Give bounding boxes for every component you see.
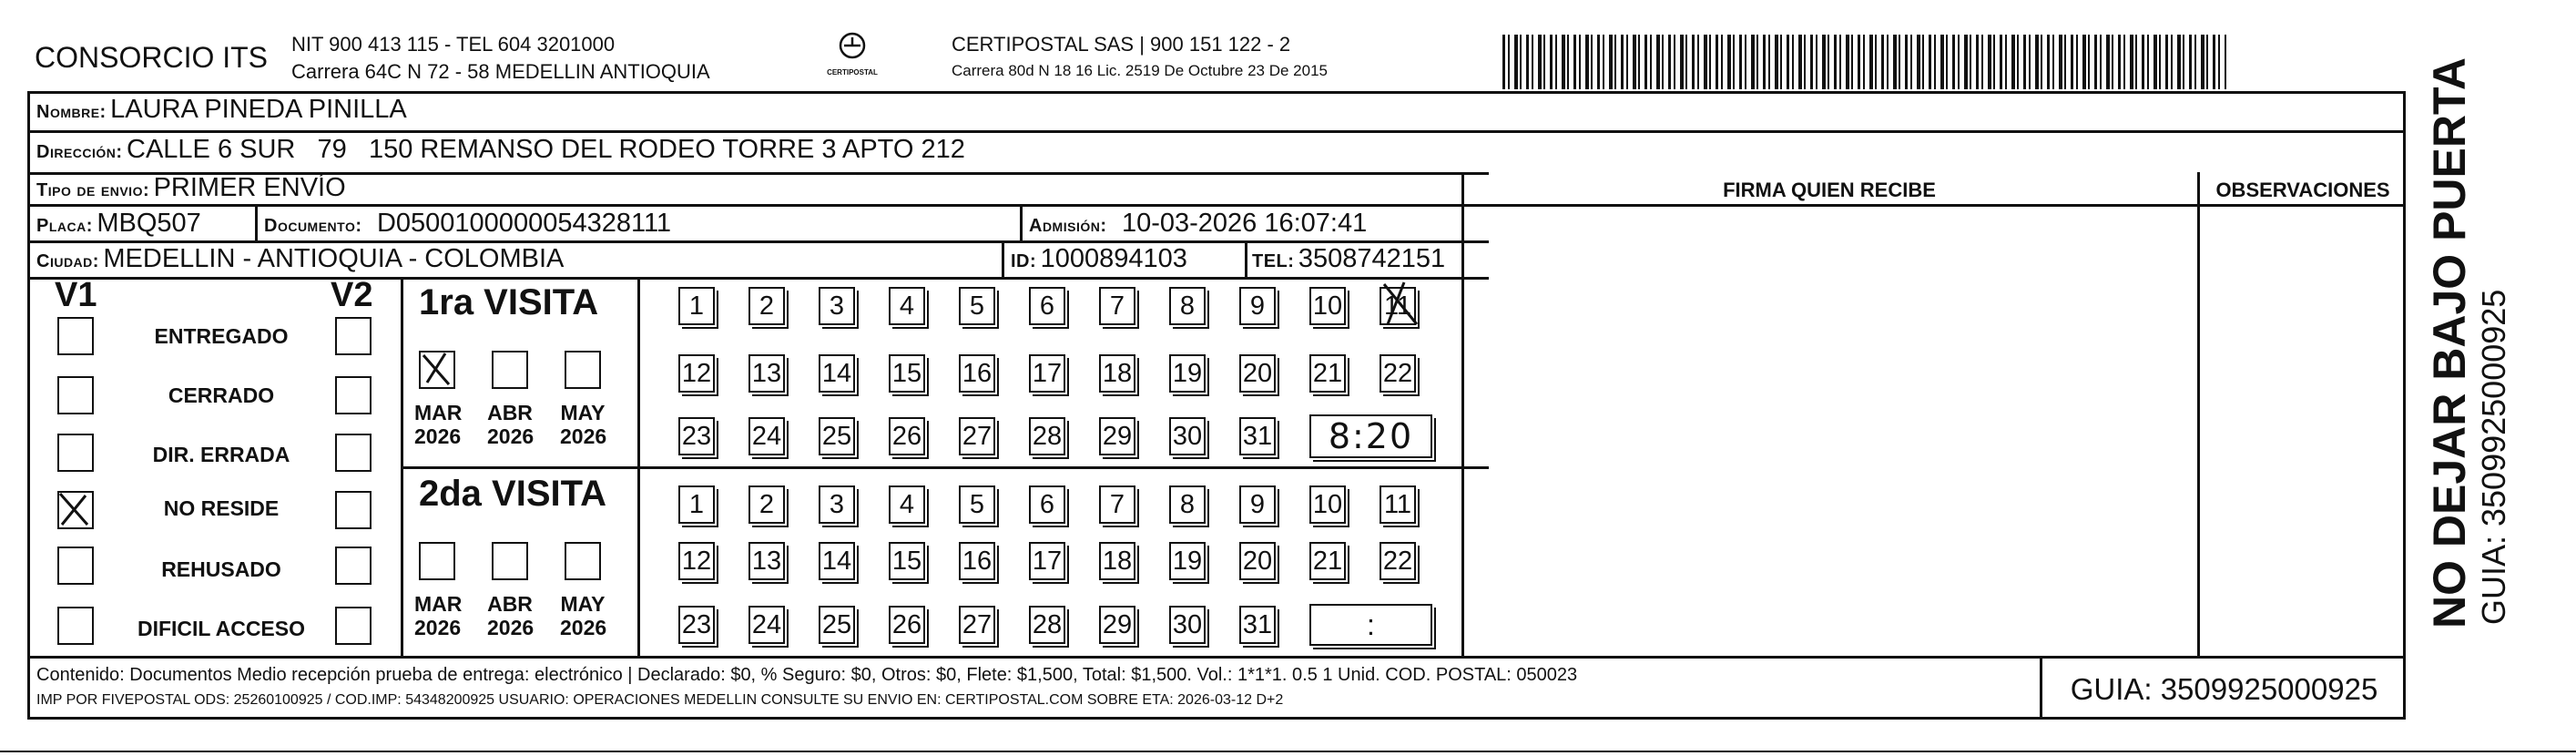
handwritten-day-mark [1377,279,1422,330]
footer-contents: Contenido: Documentos Medio recepción prueba de entrega: electrónico | Declarado: $0, % Seguro: $0, Otros: $0, Flete: $1,500, Total: $1,500. Vol.: 1*1*1. 0.5 1 Unid. COD. POSTAL: 050023 [36,665,1578,685]
direccion-row [36,135,965,165]
nombre-value: LAURA PINEDA PINILLA [110,95,407,124]
v1-no-reside-checkbox[interactable] [57,491,94,529]
reason-dificil-acceso: DIFICIL ACCESO [137,617,305,640]
courier-address: Carrera 80d N 18 16 Lic. 2519 De Octubre 23 De 2015 [952,62,1328,79]
reason-cerrado: CERRADO [168,383,275,407]
first-visit-day-12[interactable]: 12 [678,354,715,393]
firma-header: FIRMA QUIEN RECIBE [1723,179,1936,201]
v1-dificil-acceso-checkbox[interactable] [57,607,94,645]
tipo-envio-row [36,173,346,203]
first-visit-day-29[interactable]: 29 [1099,417,1135,455]
footer-print-info: IMP POR FIVEPOSTAL ODS: 25260100925 / COD.IMP: 54348200925 USUARIO: OPERACIONES MEDELLIN CONSULTE SU ENVIO EN: CERTIPOSTAL.COM SOBRE ETA: 2026-03-12 D+2 [36,692,1284,708]
second-visit-mar-checkbox[interactable] [419,542,455,580]
second-visit-day-9[interactable]: 9 [1239,485,1276,524]
v2-rehusado-checkbox[interactable] [335,547,372,585]
second-visit-day-19[interactable]: 19 [1169,542,1206,580]
first-visit-day-11[interactable]: 11 [1380,287,1416,325]
admision-label: Admisión: [1029,216,1107,236]
reason-rehusado: REHUSADO [161,557,281,581]
company-address: Carrera 64C N 72 - 58 MEDELLIN ANTIOQUIA [291,60,710,83]
ciudad-value: MEDELLIN - ANTIOQUIA - COLOMBIA [103,244,565,273]
second-visit-day-26[interactable]: 26 [889,606,925,644]
first-visit-day-16[interactable]: 16 [959,354,995,393]
observaciones-header: OBSERVACIONES [2215,179,2390,201]
id-cell [1011,244,1187,274]
second-visit-day-25[interactable]: 25 [819,606,855,644]
v1-dir-errada-checkbox[interactable] [57,434,94,472]
first-visit-day-27[interactable]: 27 [959,417,995,455]
first-visit-day-15[interactable]: 15 [889,354,925,393]
company-name: CONSORCIO ITS [35,41,269,74]
first-visit-month-may: MAY 2026 [560,401,607,448]
second-visit-day-4[interactable]: 4 [889,485,925,524]
admision-cell [1029,209,1367,239]
second-visit-day-8[interactable]: 8 [1169,485,1206,524]
ciudad-label: Ciudad: [36,251,99,271]
first-visit-title: 1ra VISITA [419,282,599,322]
v1-cerrado-checkbox[interactable] [57,376,94,414]
first-visit-day-24[interactable]: 24 [748,417,785,455]
tipo-envio-label: Tipo de envio: [36,180,150,200]
tel-label: TEL: [1252,251,1295,271]
handwritten-x-mark [418,350,454,388]
second-visit-day-31[interactable]: 31 [1239,606,1276,644]
id-value: 1000894103 [1040,244,1187,273]
v1-rehusado-checkbox[interactable] [57,547,94,585]
first-visit-day-3[interactable]: 3 [819,287,855,325]
documento-cell [264,209,671,239]
direccion-value: CALLE 6 SUR 79 150 REMANSO DEL RODEO TORRE 3 APTO 212 [127,135,965,164]
documento-label: Documento: [264,216,362,236]
second-visit-day-29[interactable]: 29 [1099,606,1135,644]
courier-name: CERTIPOSTAL SAS | 900 151 122 - 2 [952,33,1291,56]
second-visit-day-6[interactable]: 6 [1029,485,1065,524]
v1-entregado-checkbox[interactable] [57,317,94,355]
tel-cell [1252,244,1445,274]
bottom-edge [0,751,2576,752]
company-nit: NIT 900 413 115 - TEL 604 3201000 [291,33,616,56]
placa-value: MBQ507 [97,209,201,238]
v2-cerrado-checkbox[interactable] [335,376,372,414]
second-visit-day-22[interactable]: 22 [1380,542,1416,580]
barcode [1502,35,2226,89]
first-visit-day-14[interactable]: 14 [819,354,855,393]
second-visit-day-7[interactable]: 7 [1099,485,1135,524]
second-visit-day-5[interactable]: 5 [959,485,995,524]
tipo-envio-value: PRIMER ENVÍO [153,173,346,202]
second-visit-month-abr: ABR 2026 [487,592,535,639]
second-visit-day-20[interactable]: 20 [1239,542,1276,580]
second-visit-day-16[interactable]: 16 [959,542,995,580]
second-visit-day-27[interactable]: 27 [959,606,995,644]
first-visit-day-26[interactable]: 26 [889,417,925,455]
first-visit-day-5[interactable]: 5 [959,287,995,325]
footer-guia: GUIA: 3509925000925 [2070,672,2378,706]
second-visit-day-10[interactable]: 10 [1309,485,1346,524]
ciudad-cell [36,244,564,274]
first-visit-day-20[interactable]: 20 [1239,354,1276,393]
nombre-row [36,95,407,125]
first-visit-day-21[interactable]: 21 [1309,354,1346,393]
first-visit-month-abr: ABR 2026 [487,401,535,448]
reason-dir-errada: DIR. ERRADA [152,443,290,466]
placa-label: Placa: [36,216,93,236]
second-visit-month-may: MAY 2026 [560,592,607,639]
direccion-label: Dirección: [36,142,123,162]
first-visit-day-30[interactable]: 30 [1169,417,1206,455]
v2-dificil-acceso-checkbox[interactable] [335,607,372,645]
first-visit-day-13[interactable]: 13 [748,354,785,393]
first-visit-time-field[interactable]: 8:20 [1309,414,1432,458]
second-visit-day-18[interactable]: 18 [1099,542,1135,580]
first-visit-day-18[interactable]: 18 [1099,354,1135,393]
first-visit-month-mar: MAR 2026 [414,401,463,448]
id-label: ID: [1011,251,1037,271]
first-visit-day-23[interactable]: 23 [678,417,715,455]
second-visit-month-mar: MAR 2026 [414,592,463,639]
v1-label: V1 [55,276,97,314]
first-visit-day-10[interactable]: 10 [1309,287,1346,325]
side-guia: GUIA: 3509925000925 [2475,289,2512,625]
v2-label: V2 [331,276,373,314]
first-visit-day-28[interactable]: 28 [1029,417,1065,455]
first-visit-day-8[interactable]: 8 [1169,287,1206,325]
second-visit-day-28[interactable]: 28 [1029,606,1065,644]
no-dejar-bajo-puerta-warning: NO DEJAR BAJO PUERTA [2424,57,2475,628]
first-visit-abr-checkbox[interactable] [492,351,528,389]
certipostal-logo: CERTIPOSTAL [825,31,880,86]
handwritten-x-mark [56,490,93,528]
nombre-label: Nombre: [36,102,107,122]
reason-entregado: ENTREGADO [154,324,289,348]
second-visit-day-24[interactable]: 24 [748,606,785,644]
second-visit-day-21[interactable]: 21 [1309,542,1346,580]
second-visit-day-15[interactable]: 15 [889,542,925,580]
first-visit-day-22[interactable]: 22 [1380,354,1416,393]
header [0,0,2576,91]
first-visit-day-25[interactable]: 25 [819,417,855,455]
second-visit-may-checkbox[interactable] [565,542,601,580]
v2-entregado-checkbox[interactable] [335,317,372,355]
first-visit-may-checkbox[interactable] [565,351,601,389]
reason-no-reside: NO RESIDE [163,496,280,520]
first-visit-day-19[interactable]: 19 [1169,354,1206,393]
admision-value: 10-03-2026 16:07:41 [1121,209,1368,238]
second-visit-day-3[interactable]: 3 [819,485,855,524]
first-visit-day-4[interactable]: 4 [889,287,925,325]
second-visit-day-12[interactable]: 12 [678,542,715,580]
second-visit-day-2[interactable]: 2 [748,485,785,524]
first-visit-mar-checkbox[interactable] [419,351,455,389]
second-visit-title: 2da VISITA [419,474,606,514]
second-visit-day-23[interactable]: 23 [678,606,715,644]
second-visit-day-1[interactable]: 1 [678,485,715,524]
side-text [2424,57,2533,628]
placa-cell [36,209,201,239]
first-visit-day-17[interactable]: 17 [1029,354,1065,393]
second-visit-day-11[interactable]: 11 [1380,485,1416,524]
second-visit-day-17[interactable]: 17 [1029,542,1065,580]
documento-value: D0500100000054328111 [376,209,672,238]
first-visit-day-1[interactable]: 1 [678,287,715,325]
first-visit-day-7[interactable]: 7 [1099,287,1135,325]
second-visit-day-13[interactable]: 13 [748,542,785,580]
first-visit-day-31[interactable]: 31 [1239,417,1276,455]
second-visit-day-30[interactable]: 30 [1169,606,1206,644]
v2-dir-errada-checkbox[interactable] [335,434,372,472]
second-visit-time-field[interactable]: : [1309,604,1432,646]
tel-value: 3508742151 [1298,244,1446,273]
second-visit-day-14[interactable]: 14 [819,542,855,580]
first-visit-day-9[interactable]: 9 [1239,287,1276,325]
first-visit-day-2[interactable]: 2 [748,287,785,325]
first-visit-day-6[interactable]: 6 [1029,287,1065,325]
second-visit-abr-checkbox[interactable] [492,542,528,580]
v2-no-reside-checkbox[interactable] [335,491,372,529]
